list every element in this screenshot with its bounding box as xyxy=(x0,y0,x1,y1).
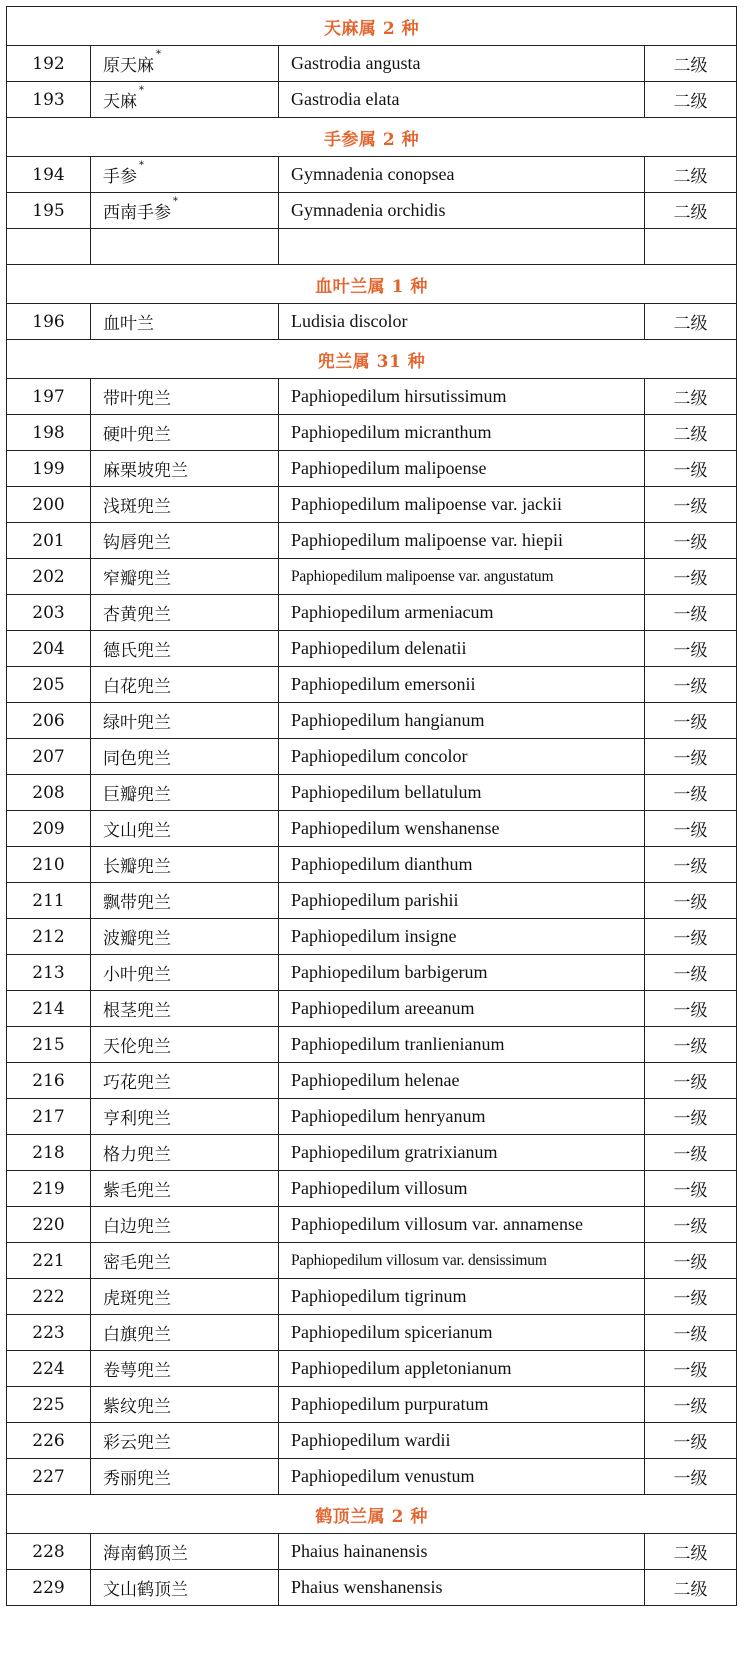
species-number: 192 xyxy=(7,46,91,82)
latin-name: Paphiopedilum gratrixianum xyxy=(279,1135,645,1171)
species-row xyxy=(7,379,737,415)
protection-level: 一级 xyxy=(645,703,737,739)
chinese-name: 绿叶兜兰 xyxy=(103,713,171,733)
asterisk-mark: * xyxy=(139,160,144,171)
latin-name: Paphiopedilum appletonianum xyxy=(279,1351,645,1387)
chinese-name-cell xyxy=(91,847,279,883)
chinese-name-cell xyxy=(91,1027,279,1063)
species-row xyxy=(7,193,737,229)
species-number: 214 xyxy=(7,991,91,1027)
protection-level: 二级 xyxy=(645,157,737,193)
latin-name: Paphiopedilum hirsutissimum xyxy=(279,379,645,415)
latin-name: Paphiopedilum villosum xyxy=(279,1171,645,1207)
species-row xyxy=(7,1387,737,1423)
chinese-name: 杏黄兜兰 xyxy=(103,605,171,625)
latin-name xyxy=(279,229,645,265)
protection-level: 二级 xyxy=(645,379,737,415)
species-number: 226 xyxy=(7,1423,91,1459)
species-number: 223 xyxy=(7,1315,91,1351)
genus-header: 天麻属 2 种 xyxy=(7,7,737,46)
species-number: 219 xyxy=(7,1171,91,1207)
chinese-name-cell xyxy=(91,955,279,991)
species-row xyxy=(7,883,737,919)
protection-level: 一级 xyxy=(645,1207,737,1243)
chinese-name-cell xyxy=(91,1243,279,1279)
protection-level: 一级 xyxy=(645,1315,737,1351)
latin-name: Paphiopedilum malipoense xyxy=(279,451,645,487)
chinese-name: 文山兜兰 xyxy=(103,821,171,841)
chinese-name: 飘带兜兰 xyxy=(103,893,171,913)
species-number: 211 xyxy=(7,883,91,919)
latin-name: Paphiopedilum villosum var. densissimum xyxy=(279,1243,645,1279)
species-number: 227 xyxy=(7,1459,91,1495)
species-row xyxy=(7,304,737,340)
species-number: 212 xyxy=(7,919,91,955)
latin-name: Paphiopedilum emersonii xyxy=(279,667,645,703)
chinese-name-cell xyxy=(91,1459,279,1495)
species-number: 224 xyxy=(7,1351,91,1387)
species-row xyxy=(7,991,737,1027)
species-row xyxy=(7,1351,737,1387)
latin-name: Paphiopedilum armeniacum xyxy=(279,595,645,631)
species-row xyxy=(7,1423,737,1459)
species-row xyxy=(7,1279,737,1315)
species-number: 201 xyxy=(7,523,91,559)
latin-name: Gastrodia angusta xyxy=(279,46,645,82)
chinese-name: 同色兜兰 xyxy=(103,749,171,769)
chinese-name-cell xyxy=(91,775,279,811)
latin-name: Paphiopedilum dianthum xyxy=(279,847,645,883)
latin-name: Paphiopedilum parishii xyxy=(279,883,645,919)
chinese-name-cell xyxy=(91,991,279,1027)
species-row xyxy=(7,631,737,667)
species-row xyxy=(7,46,737,82)
chinese-name-cell xyxy=(91,919,279,955)
species-number: 222 xyxy=(7,1279,91,1315)
chinese-name-cell xyxy=(91,82,279,118)
chinese-name-cell xyxy=(91,1171,279,1207)
chinese-name-cell xyxy=(91,703,279,739)
protection-level: 一级 xyxy=(645,1171,737,1207)
protection-level: 一级 xyxy=(645,991,737,1027)
chinese-name-cell xyxy=(91,631,279,667)
species-number: 206 xyxy=(7,703,91,739)
protection-level: 一级 xyxy=(645,955,737,991)
latin-name: Paphiopedilum concolor xyxy=(279,739,645,775)
protection-level: 二级 xyxy=(645,415,737,451)
chinese-name-cell xyxy=(91,1387,279,1423)
species-number: 218 xyxy=(7,1135,91,1171)
species-row xyxy=(7,487,737,523)
species-row xyxy=(7,595,737,631)
chinese-name: 彩云兜兰 xyxy=(103,1433,171,1453)
protection-level: 一级 xyxy=(645,811,737,847)
latin-name: Gastrodia elata xyxy=(279,82,645,118)
chinese-name-cell xyxy=(91,883,279,919)
species-row xyxy=(7,1207,737,1243)
chinese-name: 西南手参 xyxy=(103,203,171,223)
chinese-name: 白边兜兰 xyxy=(103,1217,171,1237)
chinese-name-cell xyxy=(91,1279,279,1315)
chinese-name-cell xyxy=(91,559,279,595)
protection-level: 一级 xyxy=(645,1135,737,1171)
species-row xyxy=(7,1099,737,1135)
protection-level: 一级 xyxy=(645,1423,737,1459)
latin-name: Paphiopedilum spicerianum xyxy=(279,1315,645,1351)
species-number: 229 xyxy=(7,1570,91,1606)
species-number: 205 xyxy=(7,667,91,703)
species-row xyxy=(7,1135,737,1171)
chinese-name: 小叶兜兰 xyxy=(103,965,171,985)
latin-name: Paphiopedilum tranlienianum xyxy=(279,1027,645,1063)
protection-level: 二级 xyxy=(645,46,737,82)
chinese-name: 浅斑兜兰 xyxy=(103,497,171,517)
protection-level: 一级 xyxy=(645,595,737,631)
latin-name: Paphiopedilum micranthum xyxy=(279,415,645,451)
genus-header: 手参属 2 种 xyxy=(7,118,737,157)
protection-level: 一级 xyxy=(645,1099,737,1135)
species-table-body xyxy=(7,7,737,1606)
species-row xyxy=(7,919,737,955)
protection-level: 一级 xyxy=(645,667,737,703)
latin-name: Paphiopedilum henryanum xyxy=(279,1099,645,1135)
latin-name: Gymnadenia orchidis xyxy=(279,193,645,229)
chinese-name-cell xyxy=(91,1423,279,1459)
latin-name: Paphiopedilum areeanum xyxy=(279,991,645,1027)
chinese-name: 白花兜兰 xyxy=(103,677,171,697)
latin-name: Phaius hainanensis xyxy=(279,1534,645,1570)
protection-level: 一级 xyxy=(645,1351,737,1387)
latin-name: Paphiopedilum wardii xyxy=(279,1423,645,1459)
genus-header-row xyxy=(7,340,737,379)
species-number: 202 xyxy=(7,559,91,595)
protection-level: 二级 xyxy=(645,1570,737,1606)
chinese-name: 硬叶兜兰 xyxy=(103,425,171,445)
species-number: 217 xyxy=(7,1099,91,1135)
genus-header-row xyxy=(7,118,737,157)
species-row xyxy=(7,775,737,811)
genus-header: 血叶兰属 1 种 xyxy=(7,265,737,304)
protection-level: 二级 xyxy=(645,82,737,118)
genus-header-row xyxy=(7,1495,737,1534)
species-row xyxy=(7,1459,737,1495)
latin-name: Paphiopedilum wenshanense xyxy=(279,811,645,847)
protection-level: 一级 xyxy=(645,1387,737,1423)
genus-header: 兜兰属 31 种 xyxy=(7,340,737,379)
latin-name: Paphiopedilum bellatulum xyxy=(279,775,645,811)
chinese-name-cell xyxy=(91,46,279,82)
chinese-name: 紫毛兜兰 xyxy=(103,1181,171,1201)
chinese-name: 麻栗坡兜兰 xyxy=(103,461,188,481)
chinese-name: 长瓣兜兰 xyxy=(103,857,171,877)
chinese-name-cell xyxy=(91,1534,279,1570)
chinese-name-cell xyxy=(91,379,279,415)
chinese-name: 紫纹兜兰 xyxy=(103,1397,171,1417)
species-row xyxy=(7,667,737,703)
chinese-name-cell xyxy=(91,667,279,703)
protection-level: 一级 xyxy=(645,451,737,487)
chinese-name-cell xyxy=(91,157,279,193)
protection-level: 一级 xyxy=(645,1279,737,1315)
chinese-name-cell xyxy=(91,487,279,523)
species-number: 207 xyxy=(7,739,91,775)
chinese-name: 天伦兜兰 xyxy=(103,1037,171,1057)
latin-name: Paphiopedilum malipoense var. hiepii xyxy=(279,523,645,559)
protection-level: 二级 xyxy=(645,1534,737,1570)
protection-level: 二级 xyxy=(645,304,737,340)
protection-level xyxy=(645,229,737,265)
chinese-name-cell xyxy=(91,1063,279,1099)
chinese-name-cell xyxy=(91,229,279,265)
species-number: 216 xyxy=(7,1063,91,1099)
species-row xyxy=(7,1243,737,1279)
latin-name: Paphiopedilum delenatii xyxy=(279,631,645,667)
protected-species-table xyxy=(6,6,737,1606)
chinese-name: 原天麻 xyxy=(103,56,154,76)
chinese-name: 虎斑兜兰 xyxy=(103,1289,171,1309)
genus-header-row xyxy=(7,7,737,46)
protection-level: 一级 xyxy=(645,631,737,667)
blank-row xyxy=(7,229,737,265)
protection-level: 一级 xyxy=(645,1063,737,1099)
protection-level: 一级 xyxy=(645,919,737,955)
genus-header-row xyxy=(7,265,737,304)
species-row xyxy=(7,1027,737,1063)
chinese-name: 带叶兜兰 xyxy=(103,389,171,409)
chinese-name-cell xyxy=(91,1135,279,1171)
chinese-name: 卷萼兜兰 xyxy=(103,1361,171,1381)
chinese-name: 窄瓣兜兰 xyxy=(103,569,171,589)
species-number: 213 xyxy=(7,955,91,991)
chinese-name: 波瓣兜兰 xyxy=(103,929,171,949)
species-row xyxy=(7,1171,737,1207)
species-row xyxy=(7,523,737,559)
chinese-name-cell xyxy=(91,1207,279,1243)
species-number: 195 xyxy=(7,193,91,229)
protection-level: 一级 xyxy=(645,883,737,919)
species-table-container xyxy=(6,6,736,1606)
chinese-name-cell xyxy=(91,811,279,847)
chinese-name-cell xyxy=(91,1315,279,1351)
chinese-name: 根茎兜兰 xyxy=(103,1001,171,1021)
latin-name: Paphiopedilum tigrinum xyxy=(279,1279,645,1315)
chinese-name-cell xyxy=(91,415,279,451)
chinese-name: 亨利兜兰 xyxy=(103,1109,171,1129)
species-number: 220 xyxy=(7,1207,91,1243)
latin-name: Paphiopedilum malipoense var. angustatum xyxy=(279,559,645,595)
species-number: 228 xyxy=(7,1534,91,1570)
chinese-name: 密毛兜兰 xyxy=(103,1253,171,1273)
species-number: 209 xyxy=(7,811,91,847)
latin-name: Phaius wenshanensis xyxy=(279,1570,645,1606)
chinese-name-cell xyxy=(91,595,279,631)
species-number: 210 xyxy=(7,847,91,883)
species-row xyxy=(7,1063,737,1099)
species-number: 196 xyxy=(7,304,91,340)
species-row xyxy=(7,559,737,595)
protection-level: 一级 xyxy=(645,775,737,811)
species-row xyxy=(7,739,737,775)
species-row xyxy=(7,955,737,991)
chinese-name-cell xyxy=(91,193,279,229)
protection-level: 二级 xyxy=(645,193,737,229)
species-row xyxy=(7,82,737,118)
asterisk-mark: * xyxy=(139,85,144,96)
chinese-name-cell xyxy=(91,1351,279,1387)
chinese-name: 巧花兜兰 xyxy=(103,1073,171,1093)
species-row xyxy=(7,1534,737,1570)
latin-name: Paphiopedilum malipoense var. jackii xyxy=(279,487,645,523)
protection-level: 一级 xyxy=(645,1243,737,1279)
species-number: 198 xyxy=(7,415,91,451)
chinese-name: 血叶兰 xyxy=(103,314,154,334)
species-row xyxy=(7,811,737,847)
species-number: 203 xyxy=(7,595,91,631)
chinese-name-cell xyxy=(91,451,279,487)
asterisk-mark: * xyxy=(156,49,161,60)
latin-name: Gymnadenia conopsea xyxy=(279,157,645,193)
species-number: 194 xyxy=(7,157,91,193)
latin-name: Paphiopedilum purpuratum xyxy=(279,1387,645,1423)
protection-level: 一级 xyxy=(645,1459,737,1495)
protection-level: 一级 xyxy=(645,847,737,883)
protection-level: 一级 xyxy=(645,739,737,775)
chinese-name: 海南鹤顶兰 xyxy=(103,1544,188,1564)
asterisk-mark: * xyxy=(173,196,178,207)
species-row xyxy=(7,157,737,193)
chinese-name: 文山鹤顶兰 xyxy=(103,1580,188,1600)
species-row xyxy=(7,847,737,883)
species-row xyxy=(7,415,737,451)
species-row xyxy=(7,451,737,487)
protection-level: 一级 xyxy=(645,487,737,523)
latin-name: Paphiopedilum villosum var. annamense xyxy=(279,1207,645,1243)
species-number: 200 xyxy=(7,487,91,523)
latin-name: Paphiopedilum insigne xyxy=(279,919,645,955)
chinese-name: 手参 xyxy=(103,167,137,187)
chinese-name: 秀丽兜兰 xyxy=(103,1469,171,1489)
chinese-name: 德氏兜兰 xyxy=(103,641,171,661)
chinese-name-cell xyxy=(91,523,279,559)
species-number: 204 xyxy=(7,631,91,667)
latin-name: Paphiopedilum venustum xyxy=(279,1459,645,1495)
chinese-name: 巨瓣兜兰 xyxy=(103,785,171,805)
latin-name: Paphiopedilum helenae xyxy=(279,1063,645,1099)
species-row xyxy=(7,703,737,739)
species-number: 193 xyxy=(7,82,91,118)
chinese-name: 白旗兜兰 xyxy=(103,1325,171,1345)
chinese-name: 钩唇兜兰 xyxy=(103,533,171,553)
species-row xyxy=(7,1315,737,1351)
species-number: 208 xyxy=(7,775,91,811)
chinese-name: 天麻 xyxy=(103,92,137,112)
species-number: 221 xyxy=(7,1243,91,1279)
species-row xyxy=(7,1570,737,1606)
chinese-name-cell xyxy=(91,739,279,775)
species-number: 199 xyxy=(7,451,91,487)
species-number: 215 xyxy=(7,1027,91,1063)
species-number: 225 xyxy=(7,1387,91,1423)
chinese-name: 格力兜兰 xyxy=(103,1145,171,1165)
chinese-name-cell xyxy=(91,1099,279,1135)
protection-level: 一级 xyxy=(645,1027,737,1063)
species-number xyxy=(7,229,91,265)
chinese-name-cell xyxy=(91,304,279,340)
genus-header: 鹤顶兰属 2 种 xyxy=(7,1495,737,1534)
latin-name: Ludisia discolor xyxy=(279,304,645,340)
latin-name: Paphiopedilum hangianum xyxy=(279,703,645,739)
protection-level: 一级 xyxy=(645,523,737,559)
species-number: 197 xyxy=(7,379,91,415)
protection-level: 一级 xyxy=(645,559,737,595)
latin-name: Paphiopedilum barbigerum xyxy=(279,955,645,991)
chinese-name-cell xyxy=(91,1570,279,1606)
